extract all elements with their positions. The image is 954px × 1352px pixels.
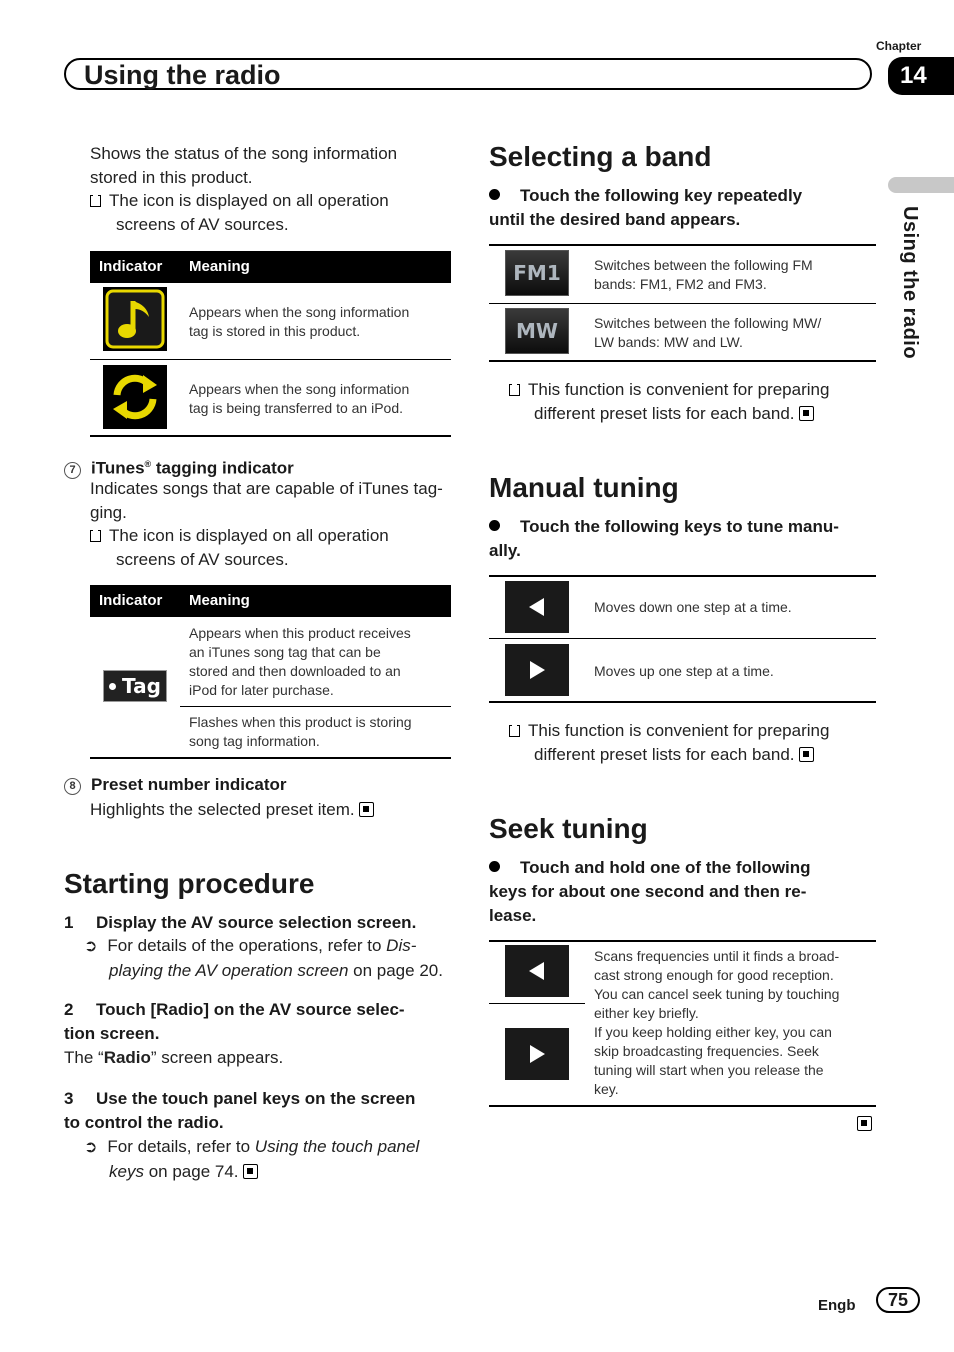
item8-title: 8 Preset number indicator bbox=[64, 773, 287, 797]
checkbox-glyph-icon bbox=[90, 530, 101, 542]
step1-title: 1 Display the AV source selection screen. bbox=[64, 913, 417, 932]
arrow-right-icon bbox=[530, 661, 545, 679]
mw-meaning: Switches between the following MW/ LW bands: MW and LW. bbox=[594, 315, 822, 350]
seek-down-key[interactable] bbox=[505, 945, 569, 997]
section-end bbox=[857, 1116, 872, 1134]
chapter-label: Chapter bbox=[876, 39, 922, 53]
note-1: The icon is displayed on all operation screens of AV sources. bbox=[90, 189, 389, 237]
mw-key[interactable]: MW bbox=[505, 308, 569, 354]
seek-up-key[interactable] bbox=[505, 1028, 569, 1080]
step1-ref: ➲ For details of the operations, refer to Dis- playing the AV operation screen on page 20. bbox=[84, 936, 443, 980]
table1-row2-meaning: Appears when the song information tag is being transferred to an iPod. bbox=[189, 381, 410, 416]
table2-header: Indicator Meaning bbox=[90, 585, 451, 617]
band-table-bottom bbox=[489, 360, 876, 362]
arrow-left-icon bbox=[529, 962, 544, 980]
bullet-icon bbox=[489, 189, 500, 200]
step2-desc: The “Radio” screen appears. bbox=[64, 1048, 284, 1067]
seek-instruction: Touch and hold one of the following keys for about one second and then re- lease. bbox=[489, 858, 811, 925]
end-mark-icon bbox=[243, 1164, 258, 1179]
table1-header: Indicator Meaning bbox=[90, 251, 451, 283]
table2-row1-meaning: Appears when this product receives an iTunes song tag that can be stored and then downloaded to an iPod for later purchase. bbox=[189, 625, 411, 698]
table1-bottom-rule bbox=[90, 435, 451, 437]
step-up-key[interactable] bbox=[505, 644, 569, 696]
music-note-icon bbox=[103, 287, 167, 351]
band-note: This function is convenient for preparing different preset lists for each band. bbox=[509, 378, 829, 426]
tag-icon: Tag bbox=[103, 670, 167, 702]
checkbox-glyph-icon bbox=[509, 384, 520, 396]
item7-note: The icon is displayed on all operation screens of AV sources. bbox=[90, 524, 389, 572]
table1-row1-meaning: Appears when the song information tag is stored in this product. bbox=[189, 304, 410, 339]
step2-title: 2 Touch [Radio] on the AV source selec- tion screen. bbox=[64, 1000, 405, 1043]
bullet-icon bbox=[489, 520, 500, 531]
arrow-ref-icon: ➲ bbox=[84, 1139, 98, 1156]
step-down-key[interactable] bbox=[505, 581, 569, 633]
item7-desc: Indicates songs that are capable of iTunes tag- ging. bbox=[90, 479, 443, 522]
checkbox-glyph-icon bbox=[90, 195, 101, 207]
band-table-top bbox=[489, 244, 876, 246]
manual-up-meaning: Moves up one step at a time. bbox=[594, 663, 774, 679]
arrow-left-icon bbox=[529, 598, 544, 616]
item8-desc: Highlights the selected preset item. bbox=[90, 798, 374, 822]
table2-bottom-rule bbox=[90, 757, 451, 759]
side-label: Using the radio bbox=[899, 206, 921, 360]
transfer-arrows-icon bbox=[103, 365, 167, 429]
end-mark-icon bbox=[799, 747, 814, 762]
step3-title: 3 Use the touch panel keys on the screen to control the radio. bbox=[64, 1089, 416, 1132]
end-mark-icon bbox=[799, 406, 814, 421]
page-title: Using the radio bbox=[84, 60, 281, 90]
seek-table-top bbox=[489, 940, 876, 942]
manual-table-top bbox=[489, 575, 876, 577]
item7-title: 7 iTunes® tagging indicator bbox=[64, 452, 294, 481]
chapter-number: 14 bbox=[888, 57, 954, 95]
manual-heading: Manual tuning bbox=[489, 472, 679, 503]
starting-heading: Starting procedure bbox=[64, 868, 315, 899]
band-heading: Selecting a band bbox=[489, 141, 712, 172]
band-table-divider bbox=[489, 303, 876, 304]
side-tab bbox=[888, 177, 954, 193]
manual-table-bottom bbox=[489, 701, 876, 703]
fm1-meaning: Switches between the following FM bands: FM1, FM2 and FM3. bbox=[594, 257, 813, 292]
seek-meaning: Scans frequencies until it finds a broad- cast strong enough for good reception. You can cancel seek tuning by touching either key briefly. If you keep holding either key, you can skip broadcasting frequencies. Seek tuning will start when you release the key. bbox=[594, 948, 840, 1097]
page-number: 75 bbox=[876, 1287, 920, 1313]
arrow-ref-icon: ➲ bbox=[84, 938, 98, 955]
end-mark-icon bbox=[857, 1116, 872, 1131]
manual-note: This function is convenient for preparing different preset lists for each band. bbox=[509, 719, 829, 767]
table2-divider bbox=[180, 706, 451, 707]
table1-divider bbox=[90, 359, 451, 360]
intro-text: Shows the status of the song information stored in this product. bbox=[90, 144, 398, 187]
manual-down-meaning: Moves down one step at a time. bbox=[594, 599, 792, 615]
language-label: Engb bbox=[818, 1297, 856, 1314]
band-instruction: Touch the following key repeatedly until the desired band appears. bbox=[489, 186, 803, 229]
checkbox-glyph-icon bbox=[509, 725, 520, 737]
step3-ref: ➲ For details, refer to Using the touch panel keys on page 74. bbox=[84, 1137, 420, 1181]
manual-instruction: Touch the following keys to tune manu- ally. bbox=[489, 517, 839, 560]
table2-row2-meaning: Flashes when this product is storing song tag information. bbox=[189, 714, 412, 749]
seek-table-divider bbox=[489, 1003, 585, 1004]
seek-table-bottom bbox=[489, 1105, 876, 1107]
bullet-icon bbox=[489, 861, 500, 872]
seek-heading: Seek tuning bbox=[489, 813, 648, 844]
arrow-right-icon bbox=[530, 1045, 545, 1063]
manual-table-divider bbox=[489, 638, 876, 639]
end-mark-icon bbox=[359, 802, 374, 817]
fm1-key[interactable]: FM1 bbox=[505, 250, 569, 296]
